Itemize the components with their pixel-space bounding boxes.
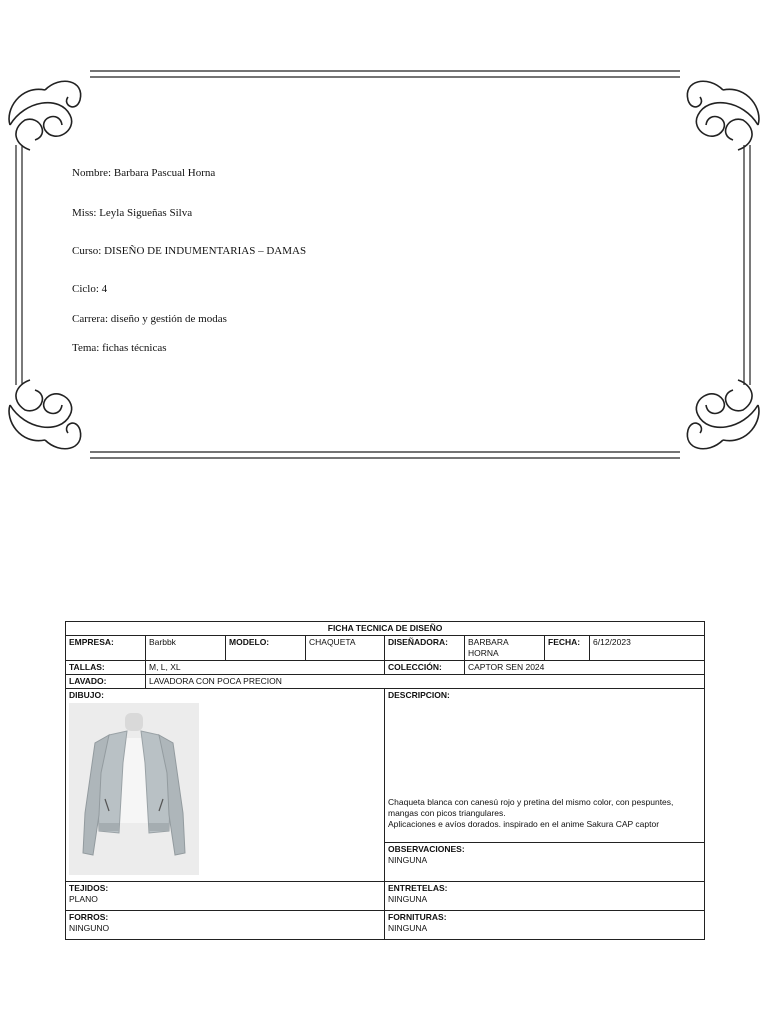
coleccion-label: COLECCIÓN: — [385, 661, 465, 675]
fornituras-label: FORNITURAS: — [388, 912, 447, 922]
entretelas-label: ENTRETELAS: — [388, 883, 448, 893]
entretelas-value: NINGUNA — [388, 894, 428, 904]
ficha-title: FICHA TECNICA DE DISEÑO — [66, 622, 705, 636]
tallas-label: TALLAS: — [66, 661, 146, 675]
tallas-row — [66, 661, 705, 675]
tallas-value: M, L, XL — [146, 661, 385, 675]
lavado-label: LAVADO: — [66, 675, 146, 689]
modelo-value: CHAQUETA — [306, 636, 385, 661]
fornituras-value: NINGUNA — [388, 923, 428, 933]
lavado-row — [66, 675, 705, 689]
descripcion-text-2: Aplicaciones e avíos dorados. inspirado en el anime Sakura CAP captor — [388, 819, 660, 829]
disenadora-label: DISEÑADORA: — [385, 636, 465, 661]
ornamental-frame — [0, 55, 768, 475]
descripcion-label: DESCRIPCION: — [388, 690, 450, 700]
forros-label: FORROS: — [69, 912, 109, 922]
tejidos-value: PLANO — [69, 894, 98, 904]
tejidos-label: TEJIDOS: — [69, 883, 109, 893]
tema-text: Tema: fichas técnicas — [72, 342, 167, 354]
descripcion-text-1: Chaqueta blanca con canesú rojo y pretina del mismo color, con pespuntes, mangas con picos triangulares. — [388, 797, 674, 818]
curso-text: Curso: DISEÑO DE INDUMENTARIAS – DAMAS — [72, 245, 307, 257]
dibujo-label: DIBUJO: — [69, 690, 104, 700]
forros-cell — [66, 911, 385, 940]
header-row — [66, 636, 705, 661]
observaciones-cell — [385, 842, 705, 881]
empresa-value: Barbbk — [146, 636, 226, 661]
title-row — [66, 622, 705, 636]
nombre-text: Nombre: Barbara Pascual Horna — [72, 167, 216, 179]
forros-value: NINGUNO — [69, 923, 110, 933]
miss-text: Miss: Leyla Sigueñas Silva — [72, 207, 193, 219]
coleccion-value: CAPTOR SEN 2024 — [465, 661, 705, 675]
lavado-value: LAVADORA CON POCA PRECION — [146, 675, 705, 689]
tejidos-row — [66, 882, 705, 911]
disenadora-value: BARBARA HORNA — [465, 636, 545, 661]
fecha-label: FECHA: — [545, 636, 590, 661]
jacket-image — [69, 703, 199, 875]
ciclo-text: Ciclo: 4 — [72, 283, 108, 295]
fecha-value: 6/12/2023 — [590, 636, 705, 661]
tejidos-cell — [66, 882, 385, 911]
entretelas-cell — [385, 882, 705, 911]
empresa-label: EMPRESA: — [66, 636, 146, 661]
dibujo-cell — [66, 689, 385, 882]
observaciones-label: OBSERVACIONES: — [388, 843, 465, 854]
observaciones-value: NINGUNA — [388, 854, 428, 865]
descripcion-cell — [385, 689, 705, 843]
fornituras-cell — [385, 911, 705, 940]
ficha-tecnica-table — [65, 621, 705, 940]
modelo-label: MODELO: — [226, 636, 306, 661]
dibujo-row — [66, 689, 705, 843]
jacket-illustration — [69, 703, 199, 875]
forros-row — [66, 911, 705, 940]
carrera-text: Carrera: diseño y gestión de modas — [72, 313, 227, 325]
